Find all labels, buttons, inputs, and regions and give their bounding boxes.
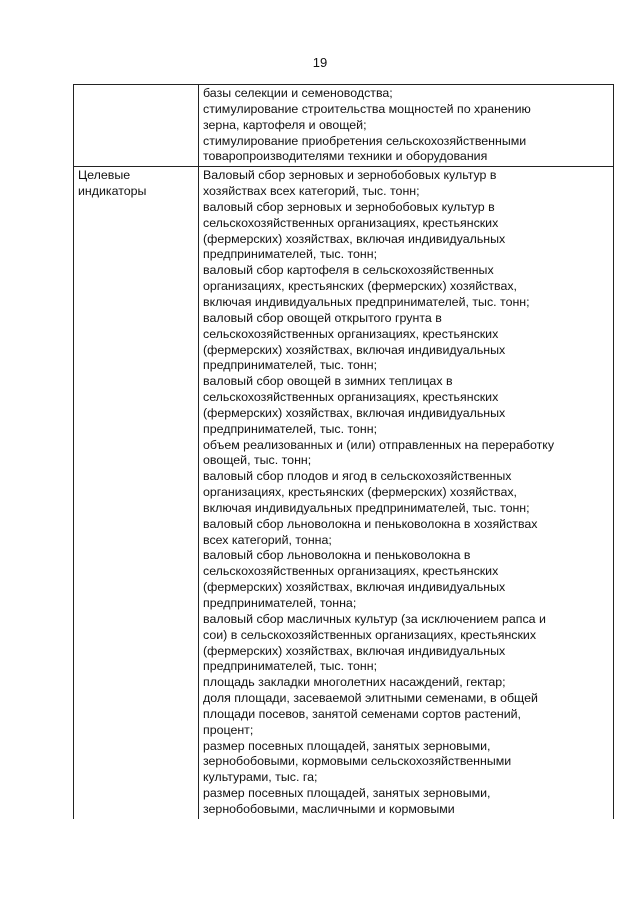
text-line: зернобобовыми, масличными и кормовыми xyxy=(203,801,455,816)
text-line: сельскохозяйственных организациях, крестьянских xyxy=(203,390,499,405)
text-line: сельскохозяйственных организациях, крестьянских xyxy=(203,564,499,579)
text-line: валовый сбор льноволокна и пеньковолокна в хозяйствах xyxy=(203,516,538,531)
row-content-cell xyxy=(199,167,614,819)
text-line: площади посевов, занятой семенами сортов растений, xyxy=(203,706,521,721)
text-line: овощей, тыс. тонн; xyxy=(203,453,312,468)
text-line: (фермерских) хозяйствах, включая индивидуальных xyxy=(203,643,506,658)
row-content-cell xyxy=(199,85,614,167)
table-row xyxy=(74,167,614,819)
text-line: включая индивидуальных предпринимателей, тыс. тонн; xyxy=(203,294,530,309)
row-label-line: Целевые xyxy=(78,168,131,183)
text-line: стимулирование строительства мощностей по хранению xyxy=(203,101,531,116)
text-line: объем реализованных и (или) отправленных на переработку xyxy=(203,437,555,452)
row-label-cell xyxy=(74,167,199,819)
text-line: валовый сбор льноволокна и пеньковолокна в xyxy=(203,548,471,563)
text-line: (фермерских) хозяйствах, включая индивидуальных xyxy=(203,580,506,595)
text-line: хозяйствах всех категорий, тыс. тонн; xyxy=(203,184,420,199)
text-line: площадь закладки многолетних насаждений, гектар; xyxy=(203,675,506,690)
row-label-cell xyxy=(74,85,199,167)
text-line: включая индивидуальных предпринимателей, тыс. тонн; xyxy=(203,500,530,515)
text-line: Валовый сбор зерновых и зернобобовых культур в xyxy=(203,168,497,183)
text-line: доля площади, засеваемой элитными семенами, в общей xyxy=(203,691,538,706)
program-passport-table xyxy=(73,84,614,819)
text-line: (фермерских) хозяйствах, включая индивидуальных xyxy=(203,405,506,420)
text-line: валовый сбор картофеля в сельскохозяйственных xyxy=(203,263,494,278)
text-line: размер посевных площадей, занятых зерновыми, xyxy=(203,786,491,801)
text-line: валовый сбор овощей в зимних теплицах в xyxy=(203,374,453,389)
text-line: зерна, картофеля и овощей; xyxy=(203,117,367,132)
table-row xyxy=(74,85,614,167)
text-line: валовый сбор зерновых и зернобобовых культур в xyxy=(203,199,495,214)
text-line: всех категорий, тонна; xyxy=(203,532,332,547)
text-line: (фермерских) хозяйствах, включая индивидуальных xyxy=(203,342,506,357)
text-line: предпринимателей, тонна; xyxy=(203,596,357,610)
page-number: 19 xyxy=(312,55,328,70)
text-line: размер посевных площадей, занятых зерновыми, xyxy=(203,738,491,753)
text-line: предпринимателей, тыс. тонн; xyxy=(203,659,378,674)
text-line: предпринимателей, тыс. тонн; xyxy=(203,358,378,373)
row-label-line: индикаторы xyxy=(78,184,147,199)
text-line: культурами, тыс. га; xyxy=(203,770,318,785)
text-line: зернобобовыми, кормовыми сельскохозяйственными xyxy=(203,754,512,769)
text-line: процент; xyxy=(203,722,254,737)
text-line: сои) в сельскохозяйственных организациях, крестьянских xyxy=(203,627,537,642)
text-line: валовый сбор масличных культур (за исключением рапса и xyxy=(203,611,546,626)
text-line: базы селекции и семеноводства; xyxy=(203,86,393,100)
text-line: сельскохозяйственных организациях, крестьянских xyxy=(203,215,499,230)
text-line: организациях, крестьянских (фермерских) хозяйствах, xyxy=(203,279,517,294)
text-line: (фермерских) хозяйствах, включая индивидуальных xyxy=(203,231,506,246)
text-line: стимулирование приобретения сельскохозяйственными xyxy=(203,133,527,148)
text-line: сельскохозяйственных организациях, крестьянских xyxy=(203,326,499,341)
text-line: валовый сбор плодов и ягод в сельскохозяйственных xyxy=(203,469,512,484)
text-line: валовый сбор овощей открытого грунта в xyxy=(203,310,442,325)
text-line: предпринимателей, тыс. тонн; xyxy=(203,247,378,262)
text-line: товаропроизводителями техники и оборудования xyxy=(203,149,488,164)
text-line: предпринимателей, тыс. тонн; xyxy=(203,421,378,436)
text-line: организациях, крестьянских (фермерских) хозяйствах, xyxy=(203,485,517,500)
